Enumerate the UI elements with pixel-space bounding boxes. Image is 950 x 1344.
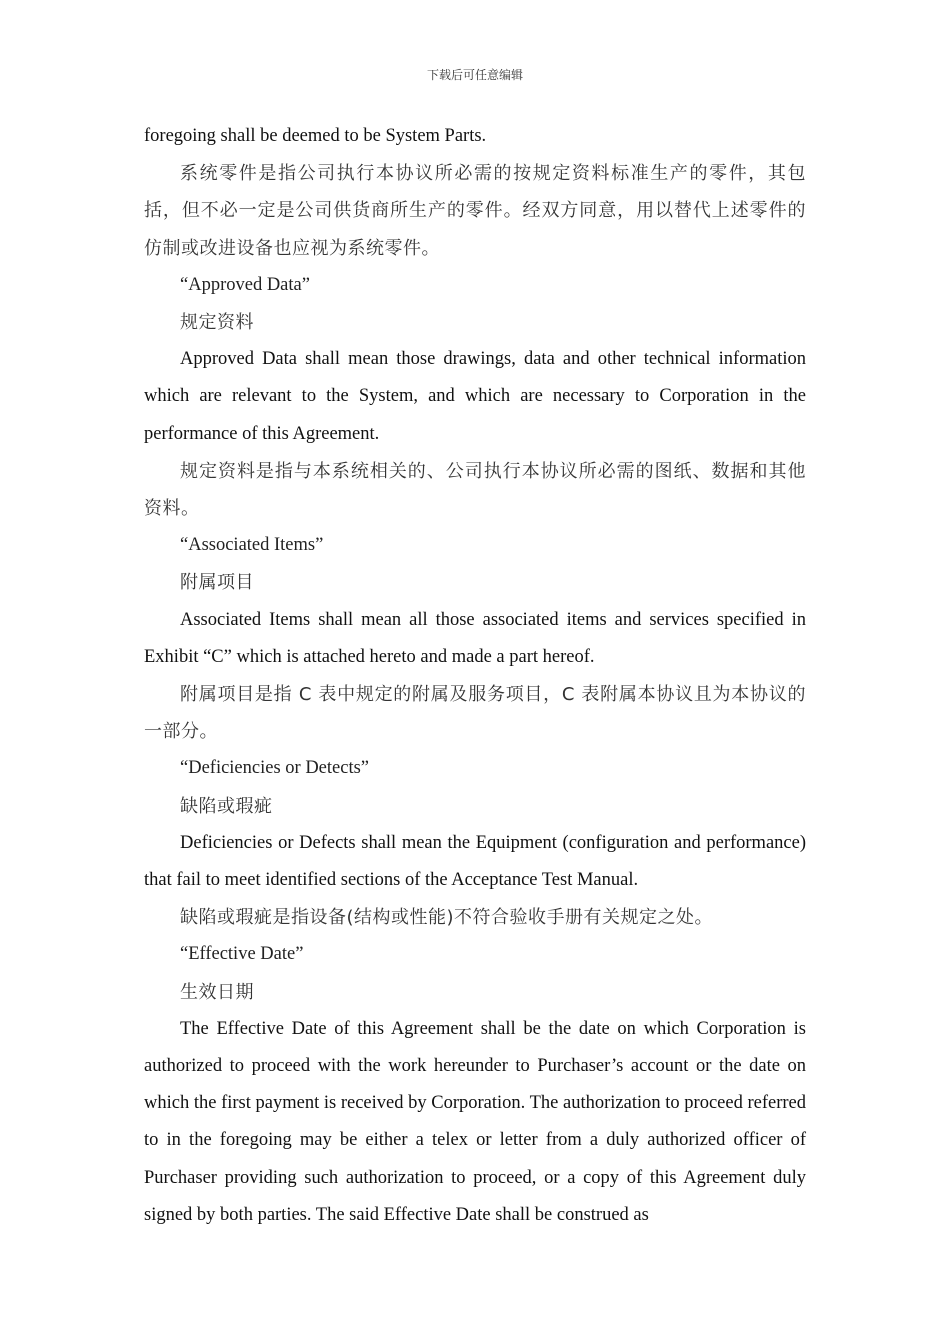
term-effective-date: “Effective Date” bbox=[180, 944, 304, 965]
term-deficiencies-zh: 缺陷或瑕疵 bbox=[180, 795, 273, 817]
term-approved-data: “Approved Data” bbox=[180, 274, 310, 295]
document-body bbox=[144, 118, 806, 1234]
term-associated-items-zh: 附属项目 bbox=[180, 572, 254, 594]
paragraph-system-parts-zh: 系统零件是指公司执行本协议所必需的按规定资料标准生产的零件，其包括，但不必一定是公司供货商所生产的零件。经双方同意，用以替代上述零件的仿制或改进设备也应视为系统零件。 bbox=[144, 163, 806, 259]
term-approved-data-zh: 规定资料 bbox=[180, 312, 254, 334]
paragraph-effective-date: The Effective Date of this Agreement shall be the date on which Corporation is authorized to proceed with the work hereunder to Purchaser’s account or the date on which the first payment is received by Corporation. The authorization to proceed referred to in the foregoing may be either a telex or letter from a duly authorized officer of Purchaser providing such authorization to proceed, or a copy of this Agreement duly signed by both parties. The said Effective Date shall be construed as bbox=[144, 1018, 806, 1225]
paragraph-system-parts-end: foregoing shall be deemed to be System Parts. bbox=[144, 126, 487, 146]
paragraph-approved-data: Approved Data shall mean those drawings, data and other technical information which are relevant to the System, and which are necessary to Corporation in the performance of this Agreement. bbox=[144, 349, 806, 444]
page-header: 下载后可任意编辑 bbox=[426, 68, 523, 82]
paragraph-approved-data-zh: 规定资料是指与本系统相关的、公司执行本协议所必需的图纸、数据和其他资料。 bbox=[144, 460, 806, 520]
paragraph-deficiencies-zh: 缺陷或瑕疵是指设备(结构或性能)不符合验收手册有关规定之处。 bbox=[180, 907, 714, 929]
paragraph-associated-items-zh: 附属项目是指 C 表中规定的附属及服务项目，C 表附属本协议且为本协议的一部分。 bbox=[144, 684, 806, 743]
term-effective-date-zh: 生效日期 bbox=[180, 981, 254, 1003]
paragraph-associated-items: Associated Items shall mean all those associated items and services specified in Exhibit “C” which is attached hereto and made a part hereof. bbox=[144, 609, 806, 667]
term-associated-items: “Associated Items” bbox=[180, 535, 324, 556]
term-deficiencies: “Deficiencies or Detects” bbox=[180, 758, 370, 779]
paragraph-deficiencies: Deficiencies or Defects shall mean the Equipment (configuration and performance) that fail to meet identified sections of the Acceptance Test Manual. bbox=[144, 832, 806, 891]
